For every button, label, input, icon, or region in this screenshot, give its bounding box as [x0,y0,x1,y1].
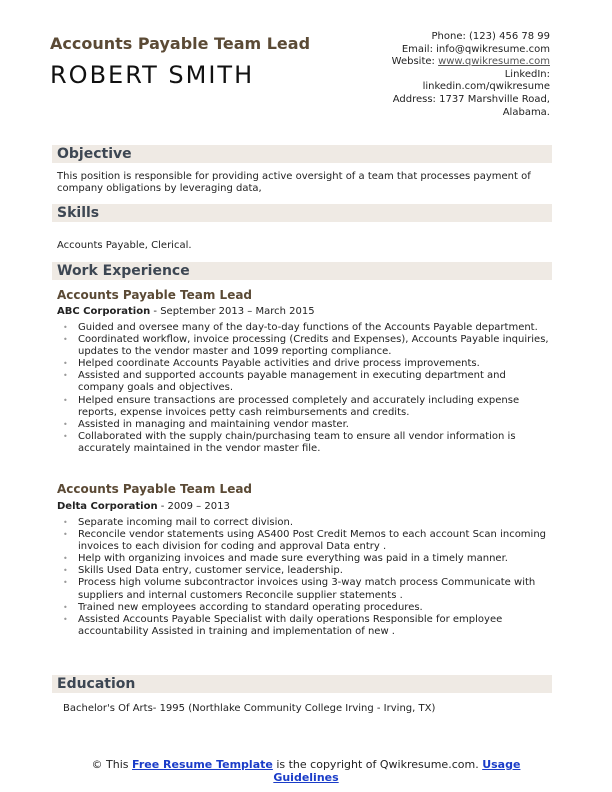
job-dates: - 2009 – 2013 [157,501,230,512]
website [350,56,550,69]
list-item: • Collaborated with the supply chain/purchasing team to ensure all vendor information is accurately maintained in the vendor master file. [62,431,552,455]
contact-block [350,31,550,119]
job-2-title: Accounts Payable Team Lead [57,482,253,496]
list-item: • Assisted and supported accounts payable management in executing department and company goals and objectives. [62,370,552,394]
job-1-title: Accounts Payable Team Lead [57,288,253,302]
list-item: • Coordinated workflow, invoice processing (Credits and Expenses), Accounts Payable inquiries, updates to the vendor master and 1099 reporting compliance. [62,334,552,358]
list-item: • Trained new employees according to standard operating procedures. [62,602,552,614]
list-item: • Assisted in managing and maintaining vendor master. [62,419,552,431]
skills-text: Accounts Payable, Clerical. [57,240,192,251]
footer-prefix: © This [91,758,133,771]
website-link[interactable]: www.qwikresume.com [438,56,550,68]
footer-middle: is the copyright of Qwikresume.com. [272,758,483,771]
job-dates: - September 2013 – March 2015 [150,306,315,317]
skills-heading: Skills [52,204,552,222]
job-2-bullets [62,517,552,638]
objective-text: This position is responsible for providing active oversight of a team that processes payment of company obligations by leveraging data, [57,171,531,194]
job-1-bullets [62,322,552,455]
list-item: • Reconcile vendor statements using AS400 Post Credit Memos to each account Scan incoming invoices to each division for coding and approval Data entry . [62,529,552,553]
list-item: • Assisted Accounts Payable Specialist with daily operations Responsible for employee accountability Assisted in training and implementation of new . [62,614,552,638]
list-item: • Separate incoming mail to correct division. [62,517,552,529]
usage-guidelines-link[interactable]: Usage Guidelines [273,758,521,784]
company-name: Delta Corporation [57,501,158,512]
linkedin: linkedin.com/qwikresume [422,81,550,93]
address-state: Alabama. [502,106,550,118]
free-resume-template-link[interactable]: Free Resume Template [132,758,273,771]
list-item: • Skills Used Data entry, customer service, leadership. [62,565,552,577]
email: Email: info@qwikresume.com [401,43,550,55]
job-1-company [57,306,315,317]
list-item: • Helped coordinate Accounts Payable activities and drive process improvements. [62,358,552,370]
address: Address: 1737 Marshville Road, [392,93,550,105]
education-text: Bachelor's Of Arts- 1995 (Northlake Community College Irving - Irving, TX) [63,703,436,714]
linkedin-label: LinkedIn: [504,68,550,80]
job-title: Accounts Payable Team Lead [50,34,311,53]
list-item: • Help with organizing invoices and made sure everything was paid in a timely manner. [62,553,552,565]
phone: Phone: (123) 456 78 99 [431,31,550,42]
list-item: • Helped ensure transactions are processed completely and accurately including expense reports, expense invoices petty cash reimbursements and credits. [62,395,552,419]
education-heading: Education [52,675,552,693]
company-name: ABC Corporation [57,306,151,317]
candidate-name: ROBERT SMITH [50,61,255,89]
footer [60,758,552,784]
experience-heading: Work Experience [52,262,552,280]
job-2-company [57,501,230,512]
list-item: • Guided and oversee many of the day-to-day functions of the Accounts Payable department. [62,322,552,334]
website-label: Website: [391,56,439,68]
objective-heading: Objective [52,145,552,163]
list-item: • Process high volume subcontractor invoices using 3-way match process Communicate with suppliers and internal customers Reconcile supplier statements . [62,577,552,601]
